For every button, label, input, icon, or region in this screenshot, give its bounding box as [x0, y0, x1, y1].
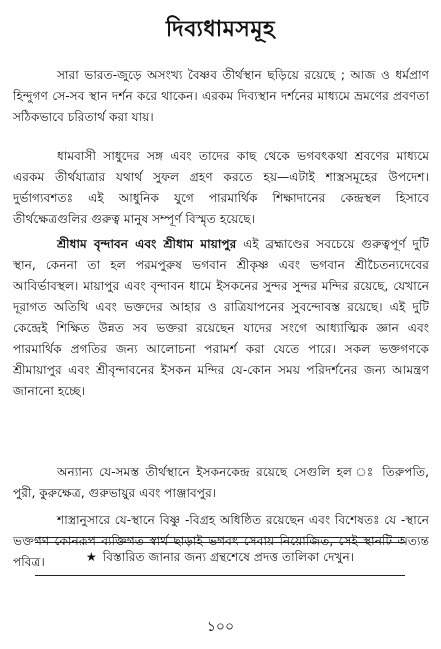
paragraph-other-centers: অন্যান্য যে-সমস্ত তীর্থস্থানে ইসকনকেন্দ্র রয়েছে সেগুলি হল ঃ তিরুপতি, পুরী, কুরুক্ষেত্র, গুরুভায়ুর এবং পাঞ্জাবপুর। [13, 465, 429, 500]
paragraph-vrindavan-mayapur [13, 234, 429, 402]
page-number: ১০০ [206, 619, 235, 635]
star-icon: ★ [85, 550, 97, 564]
paragraph-pilgrimage-intro: সারা ভারত-জুড়ে অসংখ্য বৈষ্ণব তীর্থস্থান ছড়িয়ে রয়েছে ; আজ ও ধর্মপ্রাণ হিন্দুগণ সে-সব স্থান দর্শন করে থাকেন। এরকম দিব্যস্থান দর্শনের মাধ্যমে ভ্রমণের প্রবণতা সঠিকভাবে চরিতার্থ করা যায়। [13, 68, 429, 124]
holy-places-heading: শ্রীধাম বৃন্দাবন এবং শ্রীধাম মায়াপুর [57, 237, 237, 251]
paragraph-sadhu-association: ধামবাসী সাধুদের সঙ্গ এবং তাদের কাছ থেকে ভগবৎকথা শ্রবণের মাধ্যমে এরকম তীর্থযাত্রার যথার্থ সুফল গ্রহণ করতে হয়—এটাই শাস্ত্রসমূহের উপদেশ। দুর্ভাগ্যবশতঃ এই আধুনিক যুগে পারমার্থিক শিক্ষাদানের কেন্দ্রস্থল হিসাবে তীর্থক্ষেত্রগুলির গুরুত্ব মানুষ সম্পূর্ণ বিস্মৃত হয়েছে। [13, 149, 429, 226]
page-title: দিব্যধামসমূহ [165, 17, 276, 42]
footnote-divider [35, 537, 405, 538]
paragraph-vrindavan-mayapur-body: এই ব্রহ্মাণ্ডের সবচেয়ে গুরুত্বপূর্ণ দুটি স্থান, কেননা তা হল পরমপুরুষ ভগবান শ্রীকৃষ্ণ এবং ভগবান শ্রীচৈতন্যদেবের আবির্ভাবস্থল। মায়াপুর এবং বৃন্দাবন ধামে ইসকনের সুন্দর সুন্দর মন্দির রয়েছে, যেখানে দূরাগত অতিথি এবং ভক্তদের আহার ও রাত্রিযাপনের সুবন্দোবস্ত রয়েছে। এই দুটি কেন্দ্রেই শিক্ষিত উন্নত সব ভক্তরা রয়েছেন যাদের সংগে আধ্যাত্মিক জ্ঞান এবং পারমার্থিক প্রগতির জন্য আলোচনা পরামর্শ করা যেতে পারে। সকল ভক্তগণকে শ্রীমায়াপুর এবং শ্রীবৃন্দাবনের ইসকন মন্দির যে-কোন সময় পরিদর্শনের জন্য আমন্ত্রণ জানানো হচ্ছে। [13, 237, 429, 398]
footnote [35, 542, 405, 576]
footnote-text: বিস্তারিত জানার জন্য গ্রন্থশেষে প্রদত্ত তালিকা দেখুন। [102, 550, 355, 564]
paragraph-sacred-place: শাস্ত্রানুসারে যে-স্থানে বিষ্ণু -বিগ্রহ অধিষ্ঠিত রয়েছেন এবং বিশেষতঃ যে -স্থানে ভক্তগণ কোনরূপ ব্যক্তিগত স্বার্থ ছাড়াই ভগবৎ সেবায় নিয়োজিত, সেই স্থানটি অত্যন্ত পবিত্র। [13, 513, 429, 569]
